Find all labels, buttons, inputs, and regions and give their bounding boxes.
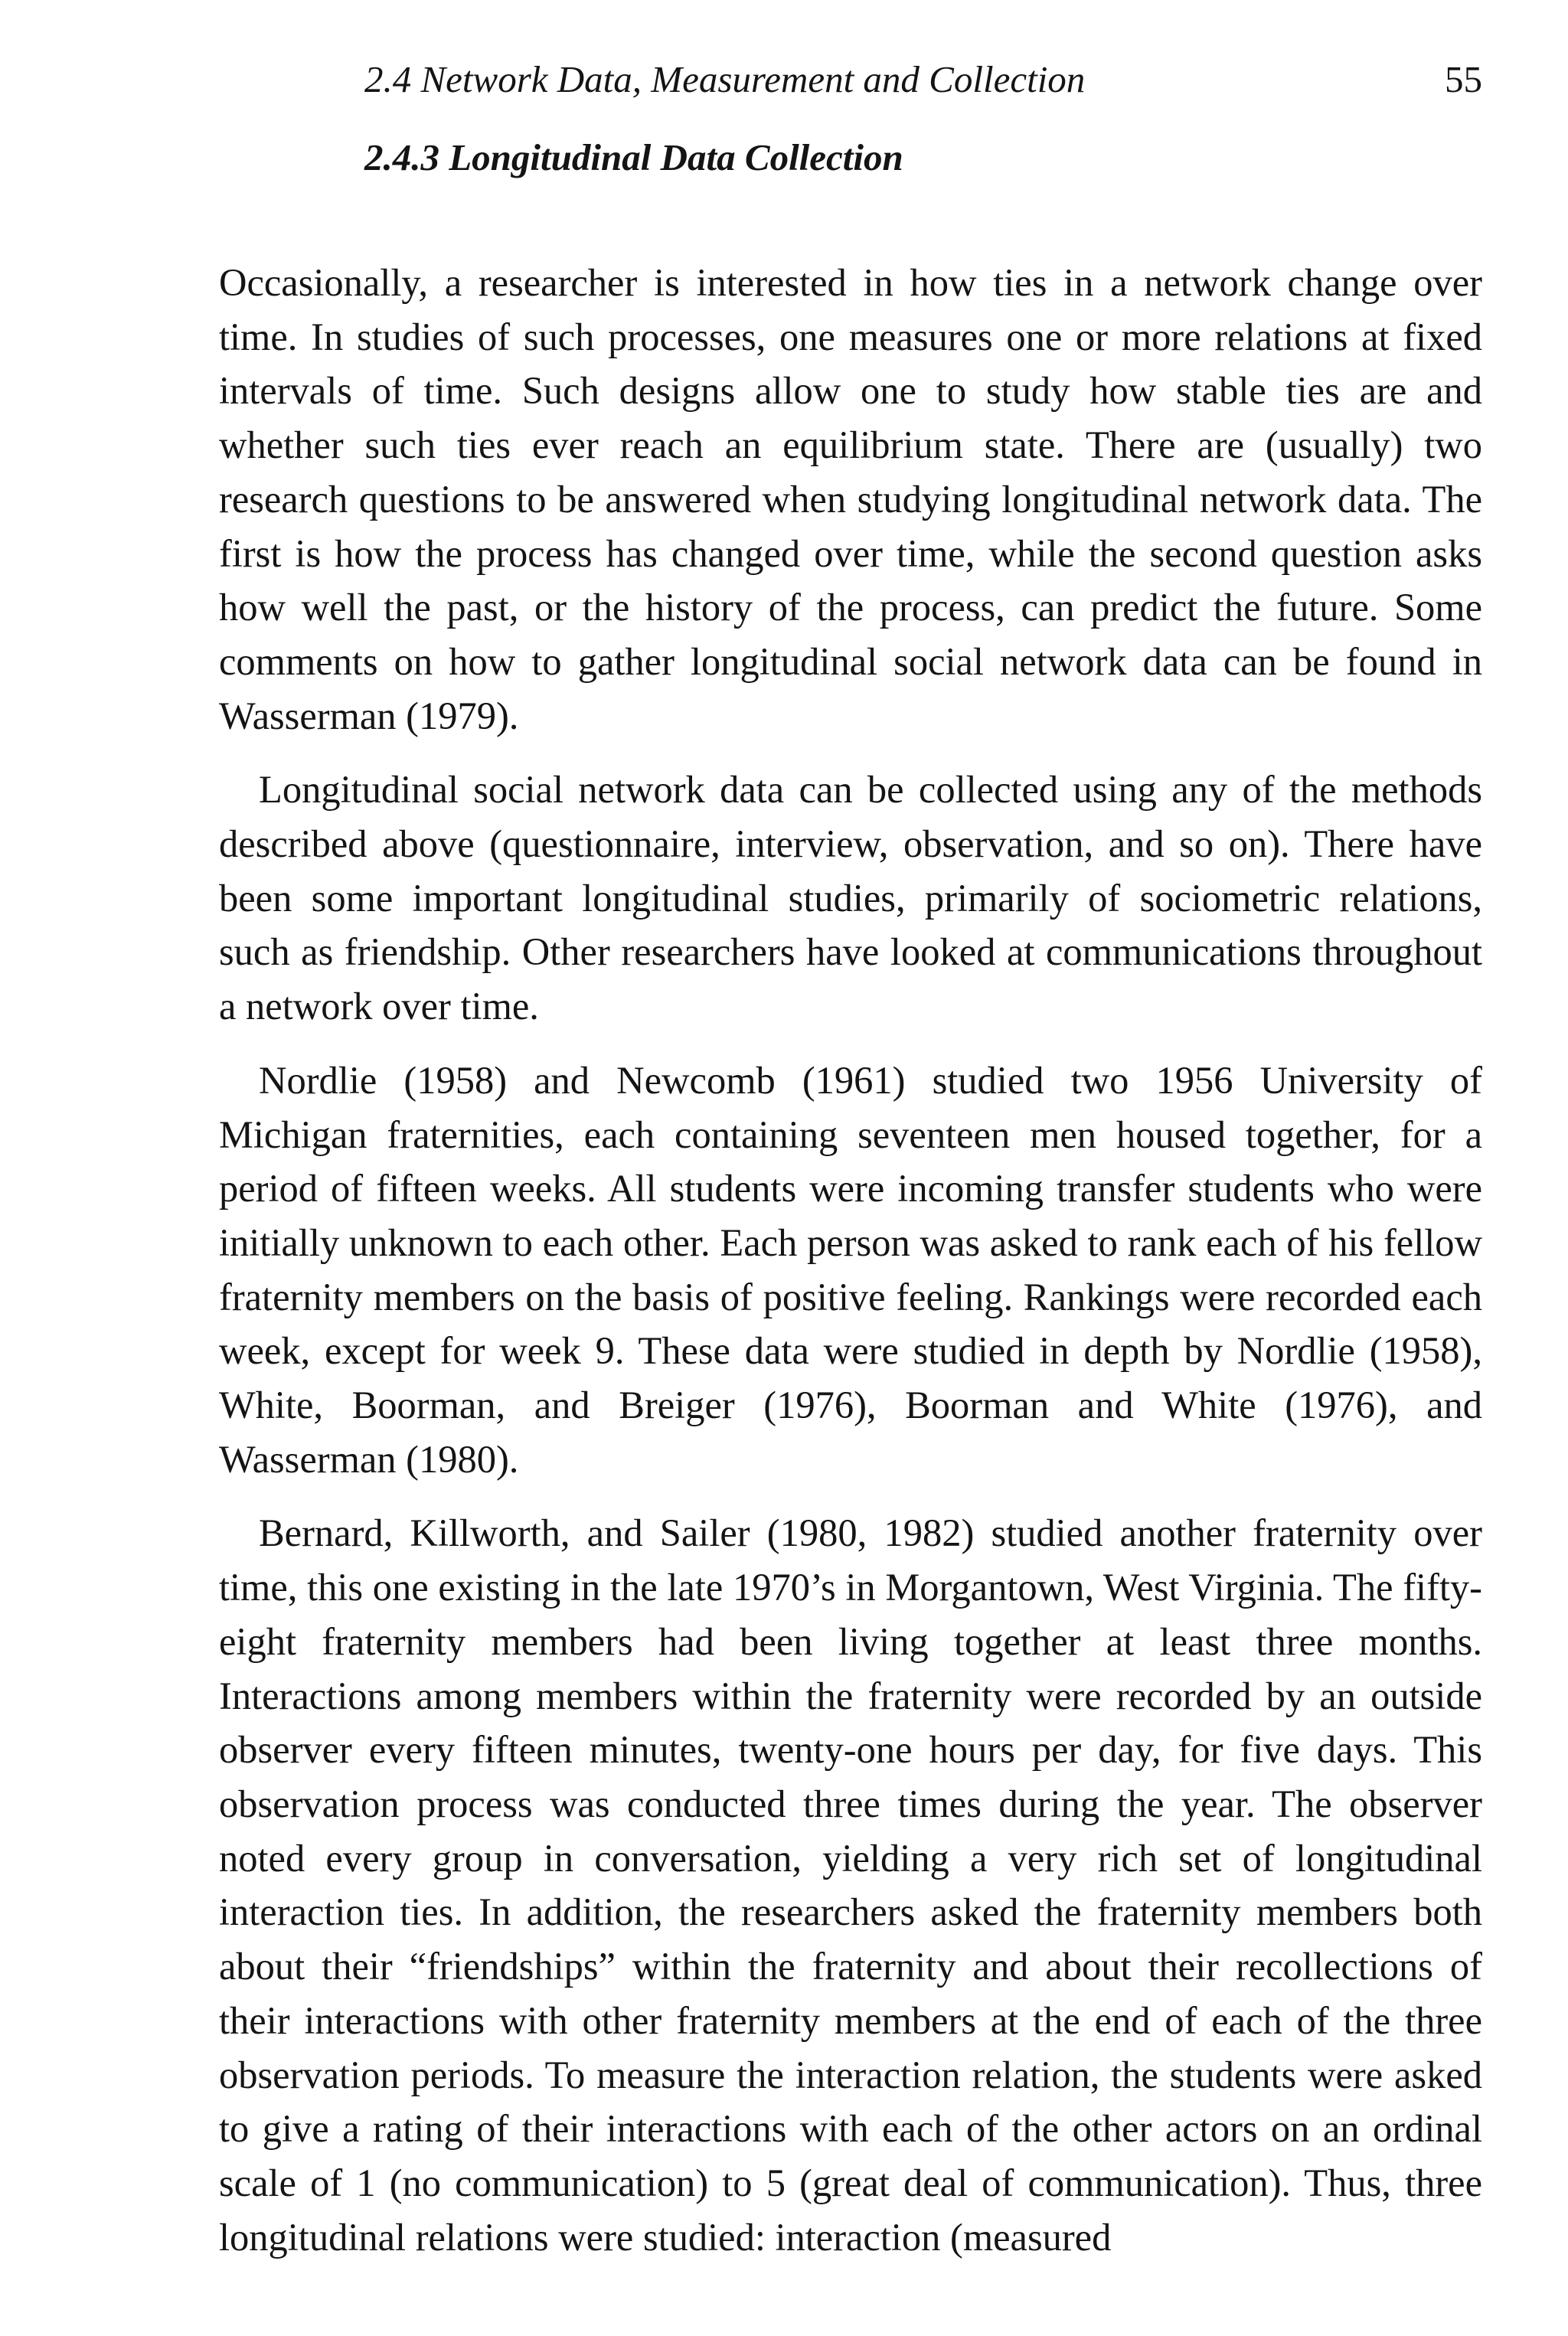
page-number: 55: [1445, 58, 1482, 100]
running-head-title: 2.4 Network Data, Measurement and Collection: [364, 58, 1086, 100]
paragraph-2: Longitudinal social network data can be collected using any of the methods described above (questionnaire, interview, observation, and so on). There have been some important longitudinal studies, primarily of sociometric relations, such as friendship. Other researchers have looked at communications throughout a network over time.: [219, 768, 1482, 1028]
paragraph-1: Occasionally, a researcher is interested in how ties in a network change over time. In studies of such processes, one measures one or more relations at fixed intervals of time. Such designs allow one to study how stable ties are and whether such ties ever reach an equilibrium state. There are (usually) two research questions to be answered when studying longitudinal network data. The first is how the process has changed over time, while the second question asks how well the past, or the history of the process, can predict the future. Some comments on how to gather longitudinal social network data can be found in Wasserman (1979).: [219, 261, 1482, 737]
paragraph-4: Bernard, Killworth, and Sailer (1980, 1982) studied another fraternity over time, this one existing in the late 1970’s in Morgantown, West Virginia. The fifty-eight fraternity members had been living together at least three months. Interactions among members within the fraternity were recorded by an outside observer every fifteen minutes, twenty-one hours per day, for five days. This observation process was conducted three times during the year. The observer noted every group in conversation, yielding a very rich set of longitudinal interaction ties. In addition, the researchers asked the fraternity members both about their “friendships” within the fraternity and about their recollections of their interactions with other fraternity members at the end of each of the three observation periods. To measure the interaction relation, the students were asked to give a rating of their interactions with each of the other actors on an ordinal scale of 1 (no communication) to 5 (great deal of communication). Thus, three longitudinal relations were studied: interaction (measured: [219, 1511, 1482, 2259]
paragraph-3: Nordlie (1958) and Newcomb (1961) studied two 1956 University of Michigan fraternities, each containing seventeen men housed together, for a period of fifteen weeks. All students were incoming transfer students who were initially unknown to each other. Each person was asked to rank each of his fellow fraternity members on the basis of positive feeling. Rankings were recorded each week, except for week 9. These data were studied in depth by Nordlie (1958), White, Boorman, and Breiger (1976), Boorman and White (1976), and Wasserman (1980).: [219, 1058, 1482, 1481]
running-head: [364, 49, 1482, 110]
body-text: [219, 256, 1482, 2264]
section-heading: 2.4.3 Longitudinal Data Collection: [364, 136, 903, 178]
